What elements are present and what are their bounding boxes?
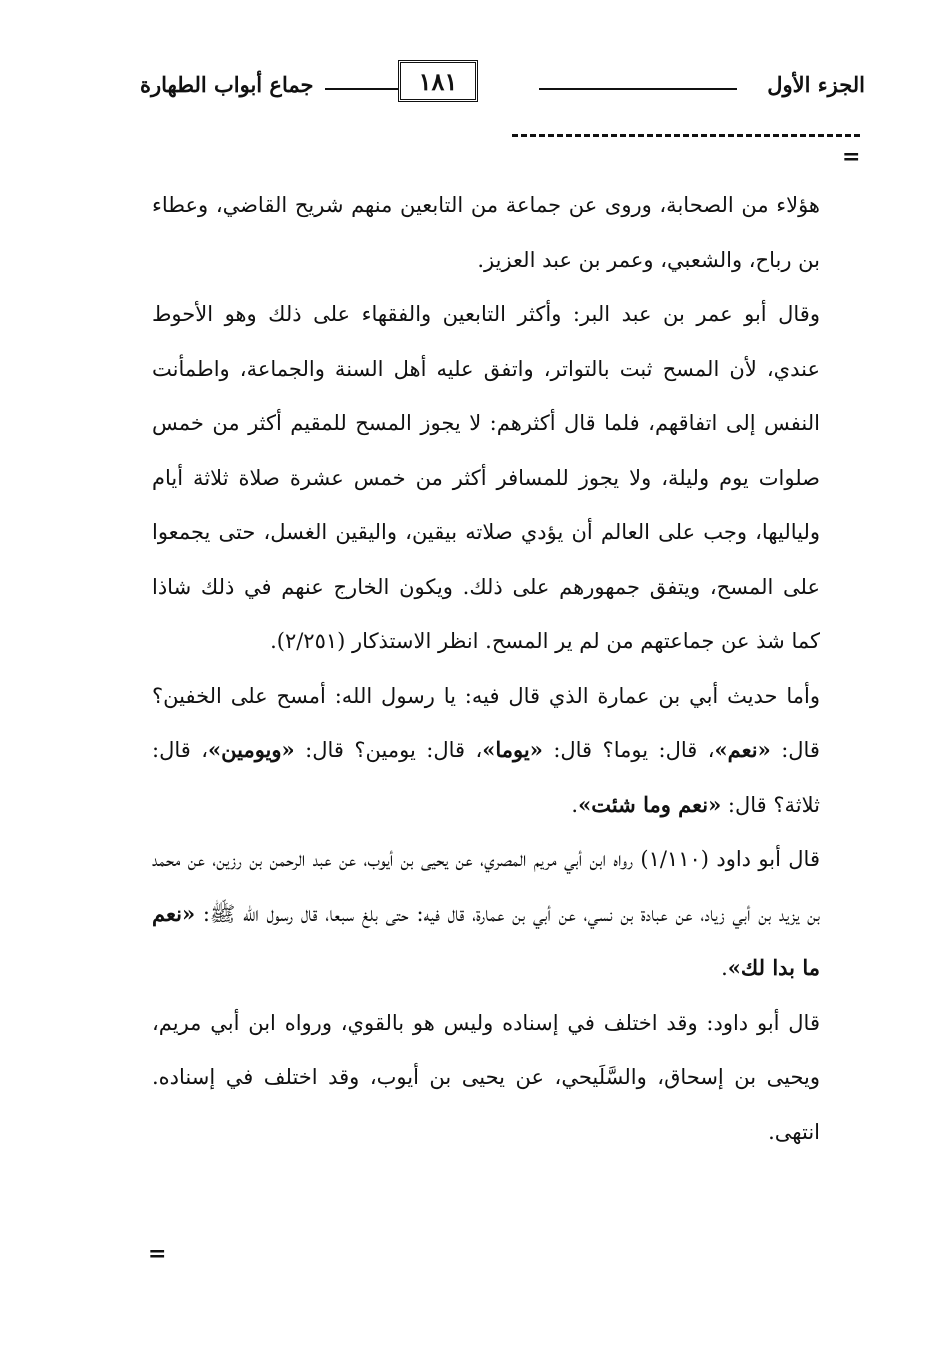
continuation-mark-top: =: [842, 144, 861, 170]
continuation-mark-bottom: =: [148, 1241, 167, 1267]
page-number: ١٨١: [418, 67, 458, 96]
running-header: [140, 58, 865, 114]
paragraph-5: قال أبو داود: وقد اختلف في إسناده وليس هو بالقوي، ورواه ابن أبي مريم، ويحيى بن إسحاق، والسَّلَيحي، عن يحيى بن أيوب، وقد اختلف في إسناده. انتهى.: [152, 1010, 820, 1144]
page-number-box: [398, 60, 478, 102]
footnote-body: [152, 178, 820, 1159]
quote-naam-wa-ma-shita: «نعم وما شئت»: [578, 791, 722, 817]
header-rule-right: [539, 88, 737, 90]
paragraph-3-text-a: وأما حديث أبي بن عمارة الذي قال فيه: يا رسول الله: أمسح على الخفين؟ قال:: [152, 683, 820, 762]
paragraph-4: [152, 832, 820, 996]
header-rule-left: [325, 88, 398, 90]
quote-naam: «نعم»: [714, 737, 771, 762]
paragraph-3-text-g: ، قال: ثلاثة؟ قال:: [152, 738, 820, 817]
quote-wa-yawmayn: «ويومين»: [208, 737, 295, 762]
paragraph-3-text-i: .: [571, 792, 579, 817]
paragraph-3-text-c: ، قال: يوما؟ قال:: [542, 738, 715, 762]
paragraph-1: هؤلاء من الصحابة، وروى عن جماعة من التابعين منهم شريح القاضي، وعطاء بن رباح، والشعبي، وعمر بن عبد العزيز.: [152, 193, 820, 272]
paragraph-4-text-c: .: [721, 956, 728, 980]
footnote-separator: [512, 134, 860, 137]
quote-naam-ma-bada-lak: «نعم ما بدا لك»: [152, 900, 820, 980]
quote-yawman: «يوما»: [482, 737, 543, 762]
volume-label: الجزء الأول: [767, 72, 865, 97]
paragraph-3: [152, 669, 820, 833]
paragraph-4-text-a: قال أبو داود (١/١١٠) رواه ابن أبي مريم المصري، عن يحيى بن أيوب، عن عبد الرحمن بن رزين، عن محمد بن يزيد بن أبي زياد، عن عبادة بن نسي، عن أبي بن عمارة، قال فيه: حتى بلغ سبعا، قال رسول الله ﷺ:: [152, 847, 820, 926]
paragraph-3-text-e: ، قال: يومين؟ قال:: [294, 738, 483, 762]
chapter-title: جماع أبواب الطهارة: [140, 72, 314, 97]
paragraph-2: وقال أبو عمر بن عبد البر: وأكثر التابعين والفقهاء على ذلك وهو الأحوط عندي، لأن المسح ثبت بالتواتر، واتفق عليه أهل السنة والجماعة، واطمأنت النفس إلى اتفاقهم، فلما قال أكثرهم: لا يجوز المسح للمقيم أكثر من خمس صلوات يوم وليلة، ولا يجوز للمسافر أكثر من خمس عشرة صلاة ثلاثة أيام ولياليها، وجب على العالم أن يؤدي صلاته بيقين، واليقين الغسل، حتى يجمعوا على المسح، ويتفق جمهورهم على ذلك. ويكون الخارج عنهم في ذلك شاذا كما شذ عن جماعتهم من لم ير المسح. انظر الاستذكار (٢/٢٥١).: [152, 302, 820, 653]
